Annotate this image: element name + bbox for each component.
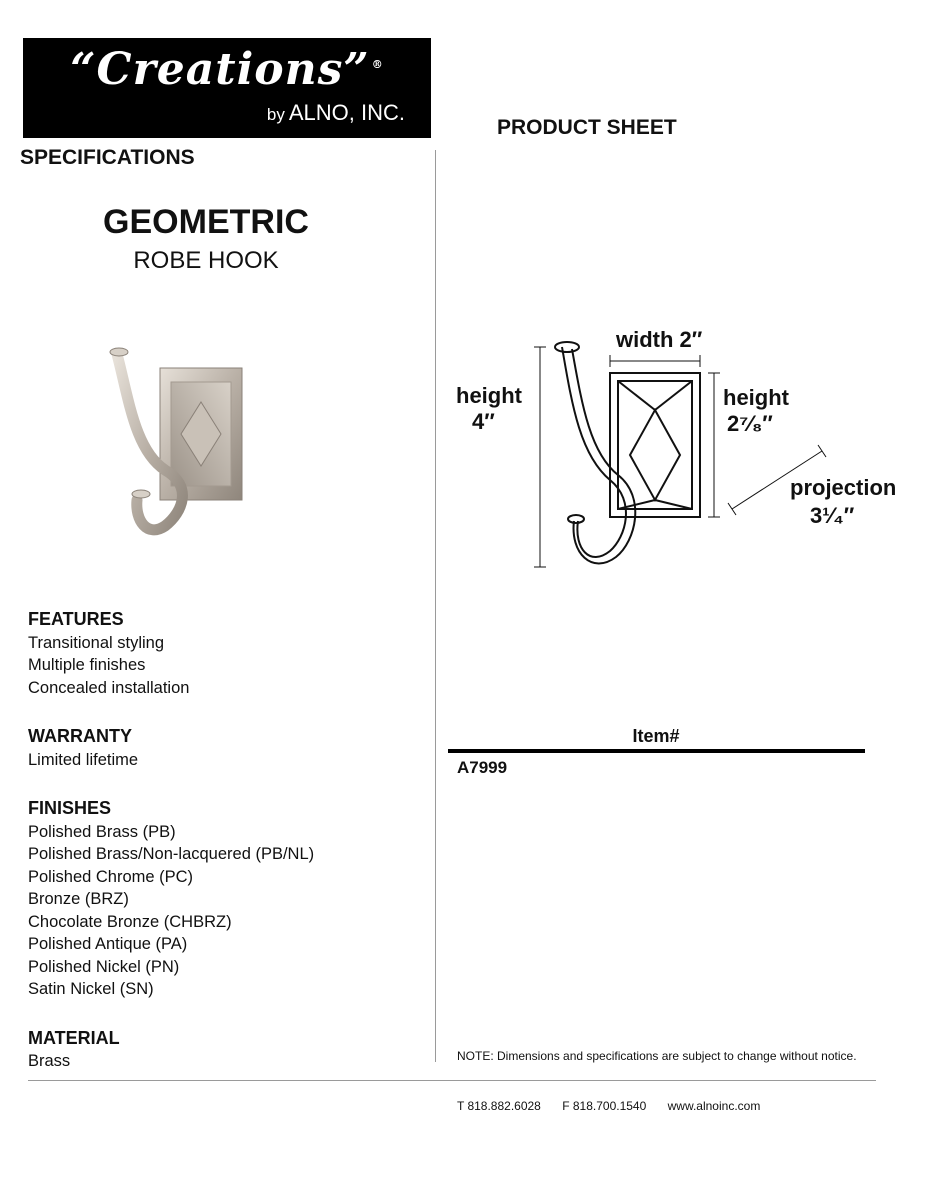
disclaimer-note: NOTE: Dimensions and specifications are subject to change without notice. xyxy=(457,1049,857,1063)
warranty-heading: WARRANTY xyxy=(28,726,132,746)
item-number: A7999 xyxy=(457,758,508,777)
contact-web: www.alnoinc.com xyxy=(667,1099,761,1113)
warranty-item: Limited lifetime xyxy=(28,751,139,769)
contact-info xyxy=(457,1099,778,1113)
logo-reg-mark: ® xyxy=(371,58,384,72)
finishes-heading: FINISHES xyxy=(28,798,112,818)
height-label: height xyxy=(456,383,522,408)
projection-value: 3¹⁄₄″ xyxy=(810,503,855,528)
plate-height-value: 2⁷⁄₈″ xyxy=(727,411,773,436)
finish-item: Polished Brass/Non-lacquered (PB/NL) xyxy=(28,845,315,863)
material-item: Brass xyxy=(28,1052,71,1070)
height-value: 4″ xyxy=(472,409,495,434)
contact-phone: T 818.882.6028 xyxy=(457,1099,541,1113)
feature-item: Concealed installation xyxy=(28,679,190,697)
product-name: GEOMETRIC xyxy=(103,203,309,241)
logo-brand: “Creations” xyxy=(70,44,370,95)
feature-item: Transitional styling xyxy=(28,634,165,652)
robe-hook-photo xyxy=(95,340,255,545)
product-type: ROBE HOOK xyxy=(133,247,279,274)
finish-item: Polished Nickel (PN) xyxy=(28,958,180,976)
finish-item: Polished Antique (PA) xyxy=(28,935,188,953)
feature-item: Multiple finishes xyxy=(28,656,146,674)
features-heading: FEATURES xyxy=(28,609,124,629)
item-number-heading: Item# xyxy=(632,726,680,746)
logo-by: by xyxy=(266,105,285,124)
finish-item: Chocolate Bronze (CHBRZ) xyxy=(28,913,232,931)
width-label: width 2″ xyxy=(616,327,703,352)
finish-item: Polished Chrome (PC) xyxy=(28,868,194,886)
material-heading: MATERIAL xyxy=(28,1028,120,1048)
projection-label: projection xyxy=(790,475,897,500)
brand-logo xyxy=(23,38,431,138)
footer-rule xyxy=(28,1080,876,1081)
logo-company: ALNO, INC. xyxy=(288,100,405,125)
contact-fax: F 818.700.1540 xyxy=(562,1099,647,1113)
specifications-heading: SPECIFICATIONS xyxy=(20,146,195,169)
vertical-divider xyxy=(435,150,436,1062)
item-rule xyxy=(448,749,865,753)
product-sheet-heading: PRODUCT SHEET xyxy=(497,116,677,139)
dimension-diagram xyxy=(440,305,900,595)
finish-item: Polished Brass (PB) xyxy=(28,823,176,841)
finish-item: Bronze (BRZ) xyxy=(28,890,129,908)
plate-height-label: height xyxy=(723,385,789,410)
finish-item: Satin Nickel (SN) xyxy=(28,980,154,998)
